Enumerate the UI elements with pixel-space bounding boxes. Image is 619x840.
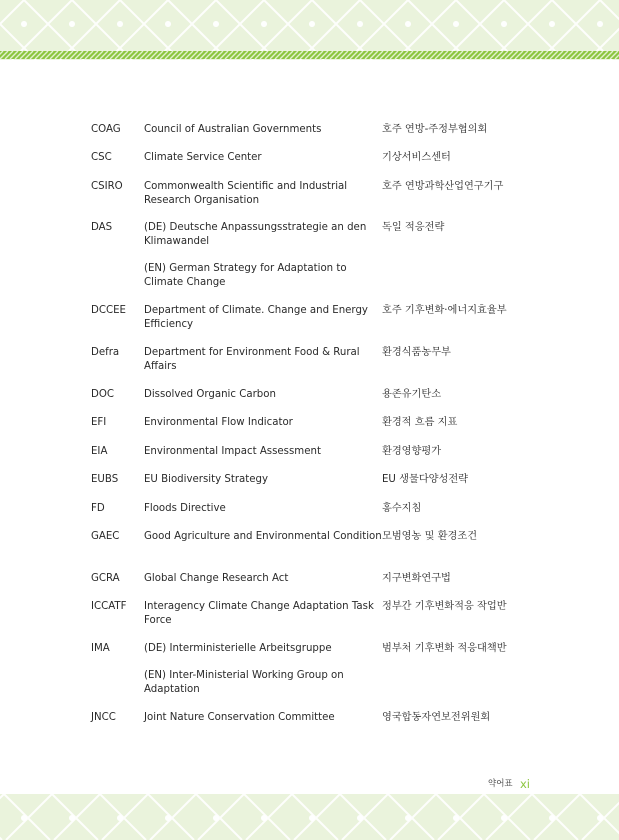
korean-term: 용존유기탄소 [382, 389, 442, 400]
english-term: Interagency Climate Change Adaptation Task Force [144, 601, 374, 626]
korean-term: 기상서비스센터 [382, 152, 451, 163]
english-term: Department for Environment Food & Rural Affairs [144, 347, 360, 372]
abbreviation: DAS [91, 222, 113, 233]
abbreviation: DOC [91, 389, 114, 400]
abbreviation: EFI [91, 417, 107, 428]
english-term: Commonwealth Scientific and Industrial Research Organisation [144, 181, 348, 206]
abbreviation: GAEC [91, 531, 120, 542]
abbreviation: CSIRO [91, 181, 123, 192]
lattice-pattern [0, 794, 619, 840]
korean-term: 홍수지침 [382, 503, 422, 514]
korean-term: 모범영농 및 환경조건 [382, 531, 478, 542]
english-term: Global Change Research Act [144, 573, 289, 584]
abbreviation: DCCEE [91, 305, 126, 316]
english-term: Joint Nature Conservation Committee [144, 712, 335, 723]
korean-term: 환경영향평가 [382, 446, 442, 457]
abbreviation: EUBS [91, 474, 119, 485]
english-term: Environmental Flow Indicator [144, 417, 293, 428]
abbreviation: FD [91, 503, 105, 514]
korean-term: 독일 적응전략 [382, 222, 445, 233]
korean-term: 호주 연방과학산업연구기구 [382, 181, 504, 192]
abbreviation: Defra [91, 347, 120, 358]
english-term: Dissolved Organic Carbon [144, 389, 276, 400]
english-term: Good Agriculture and Environmental Condition [144, 531, 382, 542]
header-decorative-band [0, 0, 619, 60]
english-term: (EN) German Strategy for Adaptation to Climate Change [144, 263, 347, 288]
english-term: (EN) Inter-Ministerial Working Group on Adaptation [144, 670, 344, 695]
english-term: (DE) Interministerielle Arbeitsgruppe [144, 643, 332, 654]
abbreviation: EIA [91, 446, 108, 457]
english-term: EU Biodiversity Strategy [144, 474, 269, 485]
korean-term: EU 생물다양성전략 [382, 474, 469, 485]
english-term: (DE) Deutsche Anpassungsstrategie an den Klimawandel [144, 222, 367, 247]
korean-term: 환경적 흐름 지표 [382, 417, 458, 428]
abbreviation: CSC [91, 152, 112, 163]
english-term: Council of Australian Governments [144, 124, 322, 135]
korean-term: 호주 기후변화·에너지효율부 [382, 305, 507, 316]
korean-term: 범부처 기후변화 적응대책반 [382, 643, 507, 654]
english-term: Floods Directive [144, 503, 226, 514]
english-term: Environmental Impact Assessment [144, 446, 321, 457]
footer-decorative-band [0, 794, 619, 840]
section-label: 약어표 [488, 779, 513, 789]
english-term: Climate Service Center [144, 152, 262, 163]
page-number: xi [520, 777, 531, 791]
lattice-pattern [0, 0, 619, 60]
korean-term: 환경식품농무부 [382, 347, 451, 358]
english-term: Department of Climate. Change and Energy Efficiency [144, 305, 368, 330]
page-footer [0, 777, 619, 793]
korean-term: 호주 연방-주정부협의회 [382, 124, 488, 135]
abbreviation: COAG [91, 124, 121, 135]
abbreviation: IMA [91, 643, 110, 654]
abbreviation: ICCATF [91, 601, 127, 612]
abbreviation: JNCC [91, 712, 116, 723]
abbreviation: GCRA [91, 573, 120, 584]
korean-term: 정부간 기후변화적응 작업반 [382, 601, 507, 612]
korean-term: 지구변화연구법 [382, 573, 451, 584]
korean-term: 영국합동자연보전위원회 [382, 712, 491, 723]
